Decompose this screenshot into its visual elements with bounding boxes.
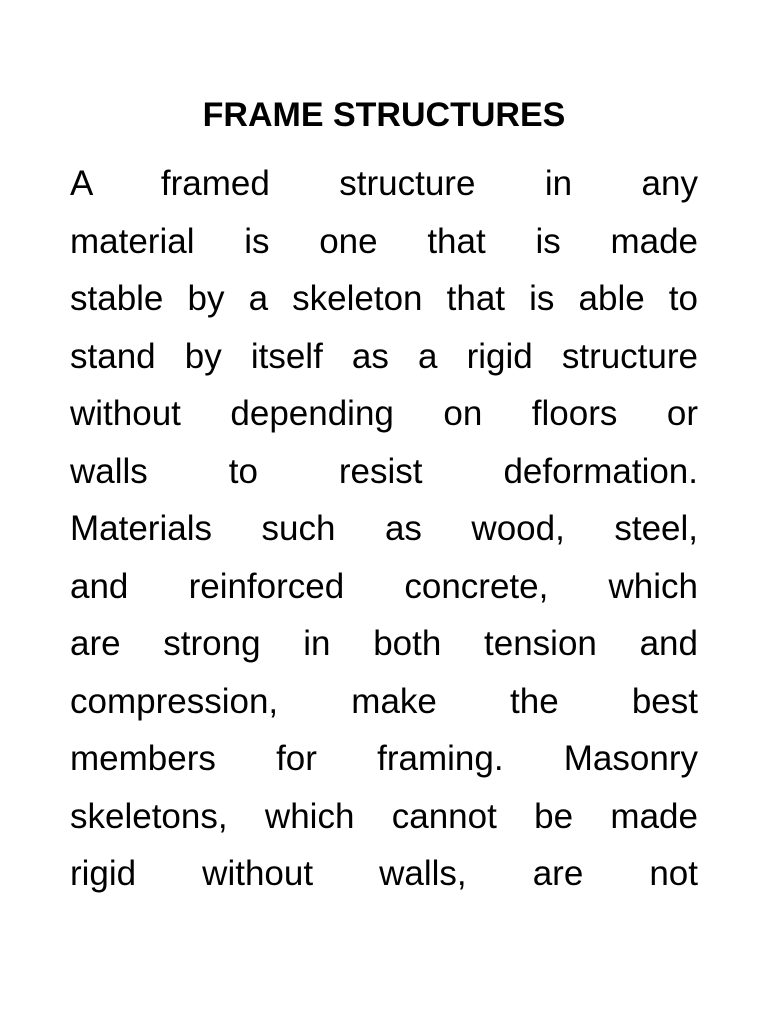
text-line: compression, make the best — [70, 681, 698, 721]
document-title: FRAME STRUCTURES — [202, 96, 566, 134]
text-line: rigid without walls, are not — [70, 854, 698, 893]
text-line: skeletons, which cannot be made — [70, 796, 698, 836]
text-line: stable by a skeleton that is able to — [70, 279, 698, 318]
text-line: and reinforced concrete, which — [70, 566, 698, 606]
text-line: without depending on floors or — [70, 394, 698, 433]
body-paragraph — [70, 155, 698, 903]
text-line: A framed structure in any — [70, 164, 698, 203]
text-line: Materials such as wood, steel, — [70, 509, 698, 548]
text-line: material is one that is made — [70, 221, 698, 261]
text-line: members for framing. Masonry — [70, 739, 698, 778]
text-line: stand by itself as a rigid structure — [70, 336, 698, 376]
text-line: are strong in both tension and — [70, 624, 698, 663]
text-line: walls to resist deformation. — [70, 451, 698, 491]
